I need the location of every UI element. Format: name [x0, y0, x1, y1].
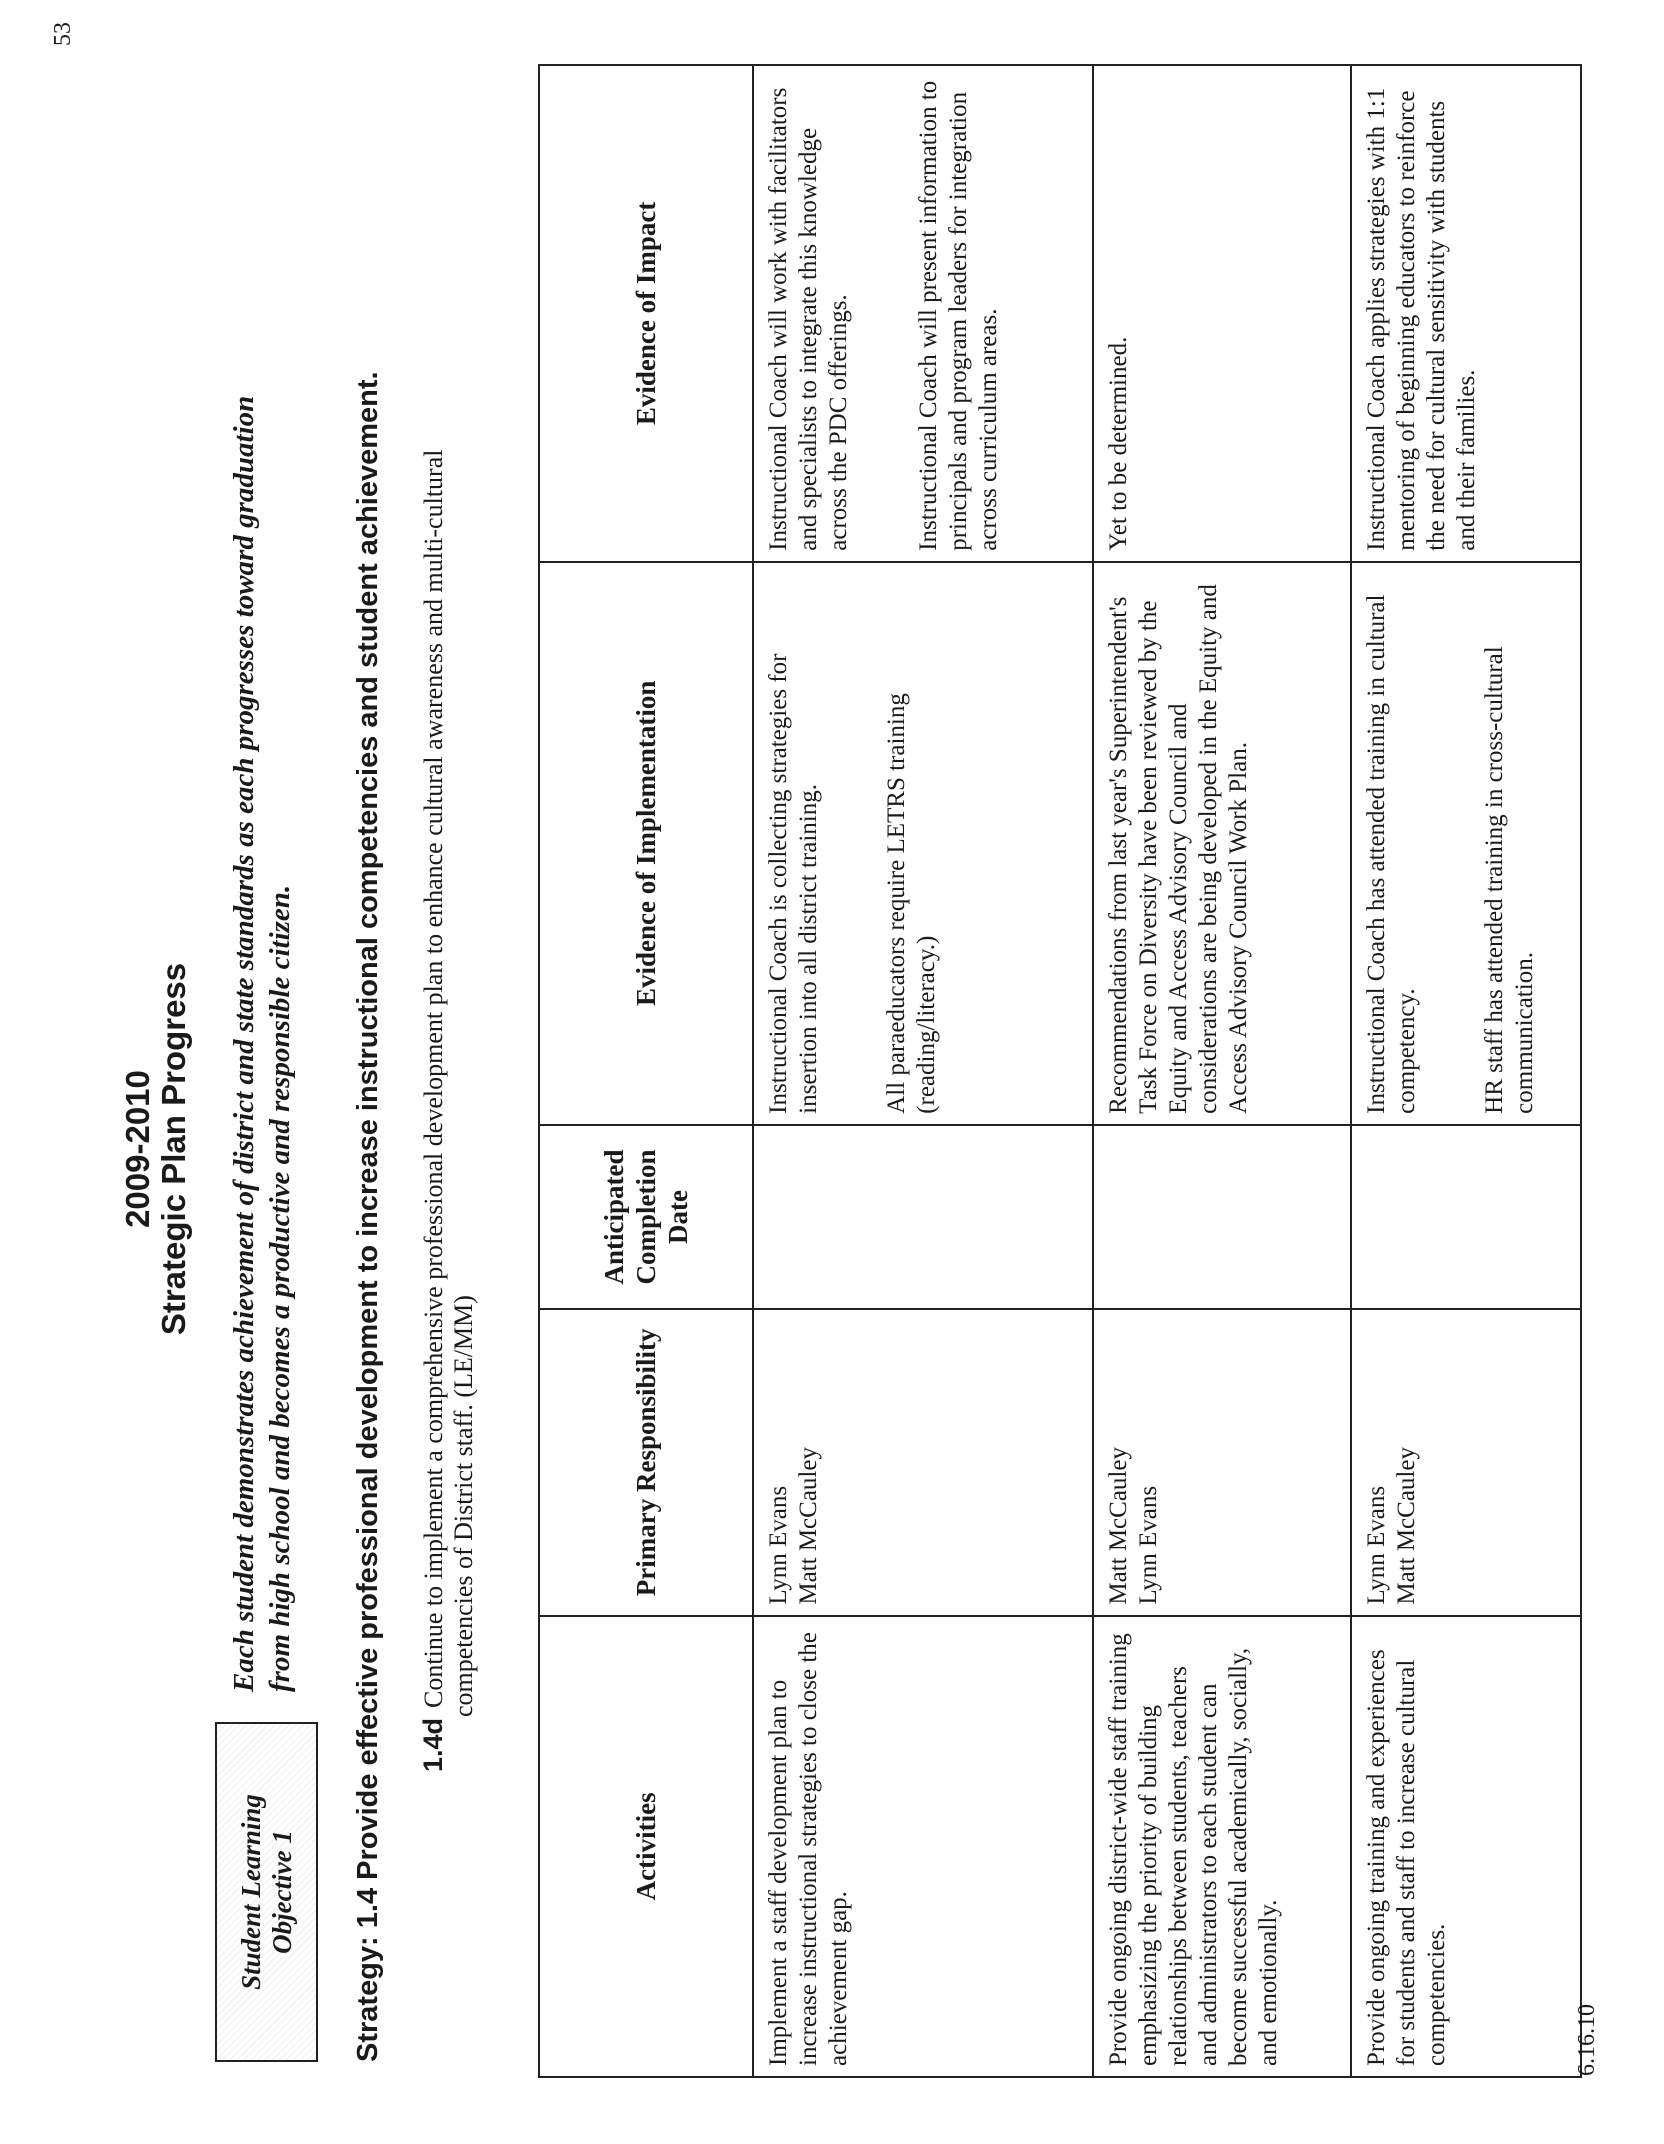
implementation-item: Instructional Coach has attended training in cultural competency.	[1363, 594, 1420, 1114]
responsible-person: Lynn Evans	[1135, 1485, 1162, 1605]
header-activities: Activities	[539, 1616, 753, 2077]
goal-statement	[226, 0, 298, 1692]
table-header-row	[539, 65, 753, 2077]
impact-item: Yet to be determined.	[1105, 336, 1132, 551]
impact-cell	[753, 65, 1093, 562]
header-year: 2009-2010	[119, 1070, 156, 1228]
implementation-cell	[1351, 562, 1581, 1125]
goal-line-1: Each student demonstrates achievement of district and state standards as each progresses toward graduation	[228, 395, 260, 1692]
implementation-item: Recommendations from last year's Superintendent's Task Force on Diversity have been reviewed by the Equity and Access Advisory Council and considerations are being developed in the Equity and Access Advisory Council Work Plan.	[1105, 584, 1252, 1114]
page-number: 53	[50, 22, 76, 46]
goal-line-2: from high school and becomes a productive and responsible citizen.	[264, 884, 296, 1692]
strategy-heading: Strategy: 1.4 Provide effective professional development to increase instructional competencies and student achievement.	[352, 371, 384, 2062]
implementation-cell	[753, 562, 1093, 1125]
impact-item: Instructional Coach will work with facilitators and specialists to integrate this knowledge across the PDC offerings.	[765, 87, 852, 551]
measure-number: 1.4d	[418, 1717, 448, 1772]
completion-cell	[1351, 1125, 1581, 1309]
responsibility-cell	[1351, 1309, 1581, 1616]
responsible-person: Lynn Evans	[765, 1485, 792, 1605]
objective-box	[215, 1722, 318, 2062]
implementation-cell	[1093, 562, 1351, 1125]
header-responsibility: Primary Responsibility	[539, 1309, 753, 1616]
strategic-plan-table	[538, 64, 1582, 2078]
implementation-item: HR staff has attended training in cross-cultural communication.	[1481, 646, 1538, 1114]
impact-item: Instructional Coach will present information to principals and program leaders for integration across curriculum areas.	[915, 80, 1002, 551]
activity-cell: Implement a staff development plan to increase instructional strategies to close the achievement gap.	[753, 1616, 1093, 2077]
responsible-person: Lynn Evans	[1363, 1485, 1390, 1605]
table-row	[1093, 65, 1351, 2077]
activity-cell: Provide ongoing district-wide staff training emphasizing the priority of building relationships between students, teachers and administrators to each student can become successful academically, socially, and emotionally.	[1093, 1616, 1351, 2077]
table-row	[1351, 65, 1581, 2077]
responsible-person: Matt McCauley	[1105, 1447, 1132, 1605]
impact-item: Instructional Coach applies strategies with 1:1 mentoring of beginning educators to reinforce the need for cultural sensitivity with students and their families.	[1363, 87, 1480, 551]
objective-line-1: Student Learning	[235, 1794, 266, 1990]
measure-statement	[418, 372, 479, 1772]
completion-cell	[1093, 1125, 1351, 1309]
header-completion: Anticipated Completion Date	[539, 1125, 753, 1309]
header-title: Strategic Plan Progress	[155, 962, 192, 1336]
measure-line-1: Continue to implement a comprehensive professional development plan to enhance cultural awareness and multi-cultural	[419, 449, 448, 1708]
activity-cell: Provide ongoing training and experiences for students and staff to increase cultural competencies.	[1351, 1616, 1581, 2077]
implementation-item: Instructional Coach is collecting strategies for insertion into all district training.	[765, 653, 822, 1114]
measure-line-2: competencies of District staff. (LE/MM)	[449, 1295, 478, 1717]
responsibility-cell	[753, 1309, 1093, 1616]
responsibility-cell	[1093, 1309, 1351, 1616]
responsible-person: Matt McCauley	[1393, 1447, 1420, 1605]
table-row	[753, 65, 1093, 2077]
objective-line-2: Objective 1	[266, 1830, 297, 1954]
implementation-item: All paraeducators require LETRS training (reading/literacy.)	[883, 693, 940, 1114]
responsible-person: Matt McCauley	[795, 1447, 822, 1605]
impact-cell	[1351, 65, 1581, 562]
header-implementation: Evidence of Implementation	[539, 562, 753, 1125]
header-impact: Evidence of Impact	[539, 65, 753, 562]
footer-date: 6.16.10	[1574, 2004, 1600, 2076]
completion-cell	[753, 1125, 1093, 1309]
impact-cell	[1093, 65, 1351, 562]
